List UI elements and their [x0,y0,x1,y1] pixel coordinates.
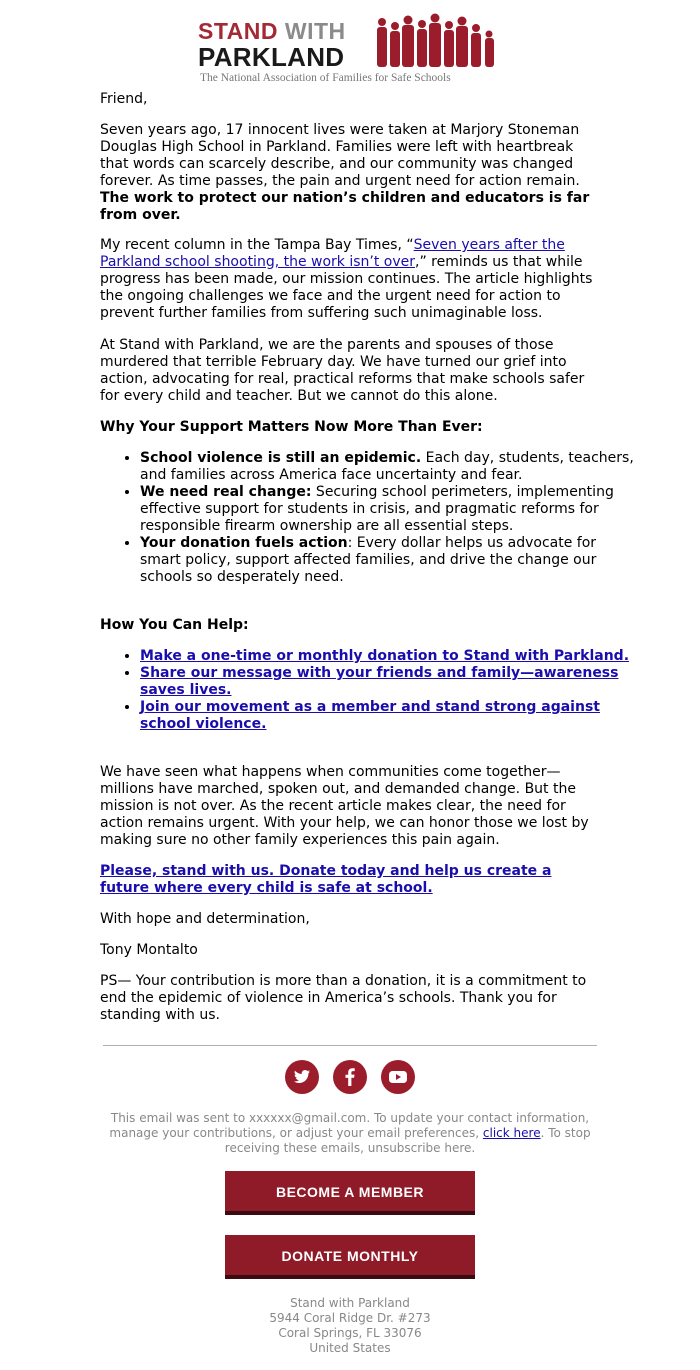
facebook-icon [333,1060,367,1094]
greeting: Friend, [100,91,148,107]
join-link[interactable]: Join our movement as a member and stand strong against school violence. [140,699,600,732]
list-item [140,535,640,586]
help-heading: How You Can Help: [100,617,249,633]
help-list [100,648,640,733]
address-country: United States [309,1341,391,1355]
address-line2: Coral Springs, FL 33076 [278,1326,422,1340]
why-item-bold: Your donation fuels action [140,535,348,551]
email-notice [100,1111,600,1156]
why-list [100,450,640,586]
facebook-link[interactable] [333,1060,367,1094]
share-link[interactable]: Share our message with your friends and family—awareness saves lives. [140,665,619,698]
why-item-text: Securing school perimeters, implementing effective support for students in crisis, and pragmatic reforms for responsible firearm ownership are all essential steps. [140,484,614,534]
logo-word-with: WITH [284,18,346,44]
why-item-text: Each day, students, teachers, and families across America face uncertainty and fear. [140,450,634,483]
logo-word-parkland: PARKLAND [198,42,345,72]
twitter-link[interactable] [285,1060,319,1094]
notice-text-after: . To stop receiving these emails, unsubscribe here. [224,1126,591,1155]
list-item [140,484,640,535]
closing: With hope and determination, [100,911,310,927]
tampa-bay-times-article-link[interactable]: Seven years after the Parkland school shooting, the work isn’t over [100,237,565,270]
signature: Tony Montalto [100,942,198,958]
address-line1: 5944 Coral Ridge Dr. #273 [269,1311,431,1325]
intro-paragraph [100,122,600,224]
column-paragraph [100,237,600,322]
donate-monthly-button[interactable]: DONATE MONTHLY [225,1235,475,1279]
list-item [140,665,640,699]
why-item-bold: School violence is still an epidemic. [140,450,422,466]
postscript: PS— Your contribution is more than a donation, it is a commitment to end the epidemic of violence in America’s schools. Thank you for standing with us. [100,973,587,1023]
why-heading: Why Your Support Matters Now More Than Ever: [100,419,483,435]
become-member-button[interactable]: BECOME A MEMBER [225,1171,475,1215]
column-text-before: My recent column in the Tampa Bay Times, “ [100,237,414,253]
stand-with-parkland-logo[interactable] [198,10,504,88]
mailing-address [100,1296,600,1356]
list-item [140,648,640,665]
why-item-bold: We need real change: [140,484,312,500]
preferences-link[interactable]: click here [482,1126,541,1140]
twitter-icon [285,1060,319,1094]
divider [103,1045,597,1046]
notice-text-before: This email was sent to xxxxxx@gmail.com. To update your contact information, manage your contributions, or adjust your email preferences, [109,1111,590,1140]
intro-text: Seven years ago, 17 innocent lives were taken at Marjory Stoneman Douglas High School in Parkland. Families were left with heartbreak that words can scarcely describe, and our community was changed forever. As time passes, the pain and urgent need for action remain. [100,122,580,189]
about-paragraph: At Stand with Parkland, we are the parents and spouses of those murdered that terrible February day. We have turned our grief into action, advocating for real, practical reforms that make schools safer for every child and teacher. But we cannot do this alone. [100,337,585,404]
list-item [140,450,640,484]
youtube-icon [381,1060,415,1094]
column-text-after: ,” reminds us that while progress has been made, our mission continues. The article highlights the ongoing challenges we face and the urgent need for action to prevent further families from suffering such unimaginable loss. [100,254,593,321]
donate-link[interactable]: Make a one-time or monthly donation to Stand with Parkland. [140,648,630,664]
why-item-text: : Every dollar helps us advocate for smart policy, support affected families, and drive the change our schools so desperately need. [140,535,597,585]
youtube-link[interactable] [381,1060,415,1094]
org-name: Stand with Parkland [290,1296,410,1310]
list-item [140,699,640,733]
logo-tagline: The National Association of Families for Safe Schools [200,72,451,84]
logo-line1 [198,20,346,43]
cta-paragraph [100,863,600,897]
intro-bold-text: The work to protect our nation’s children and educators is far from over. [100,190,590,223]
community-paragraph: We have seen what happens when communities come together—millions have marched, spoken out, and demanded change. But the mission is not over. As the recent article makes clear, the need for action remains urgent. With your help, we can honor those we lost by making sure no other family experiences this pain again. [100,764,589,848]
people-silhouette-icon [374,12,502,70]
logo-word-stand: STAND [198,18,279,44]
donate-cta-link[interactable]: Please, stand with us. Donate today and help us create a future where every child is safe at school. [100,863,552,896]
